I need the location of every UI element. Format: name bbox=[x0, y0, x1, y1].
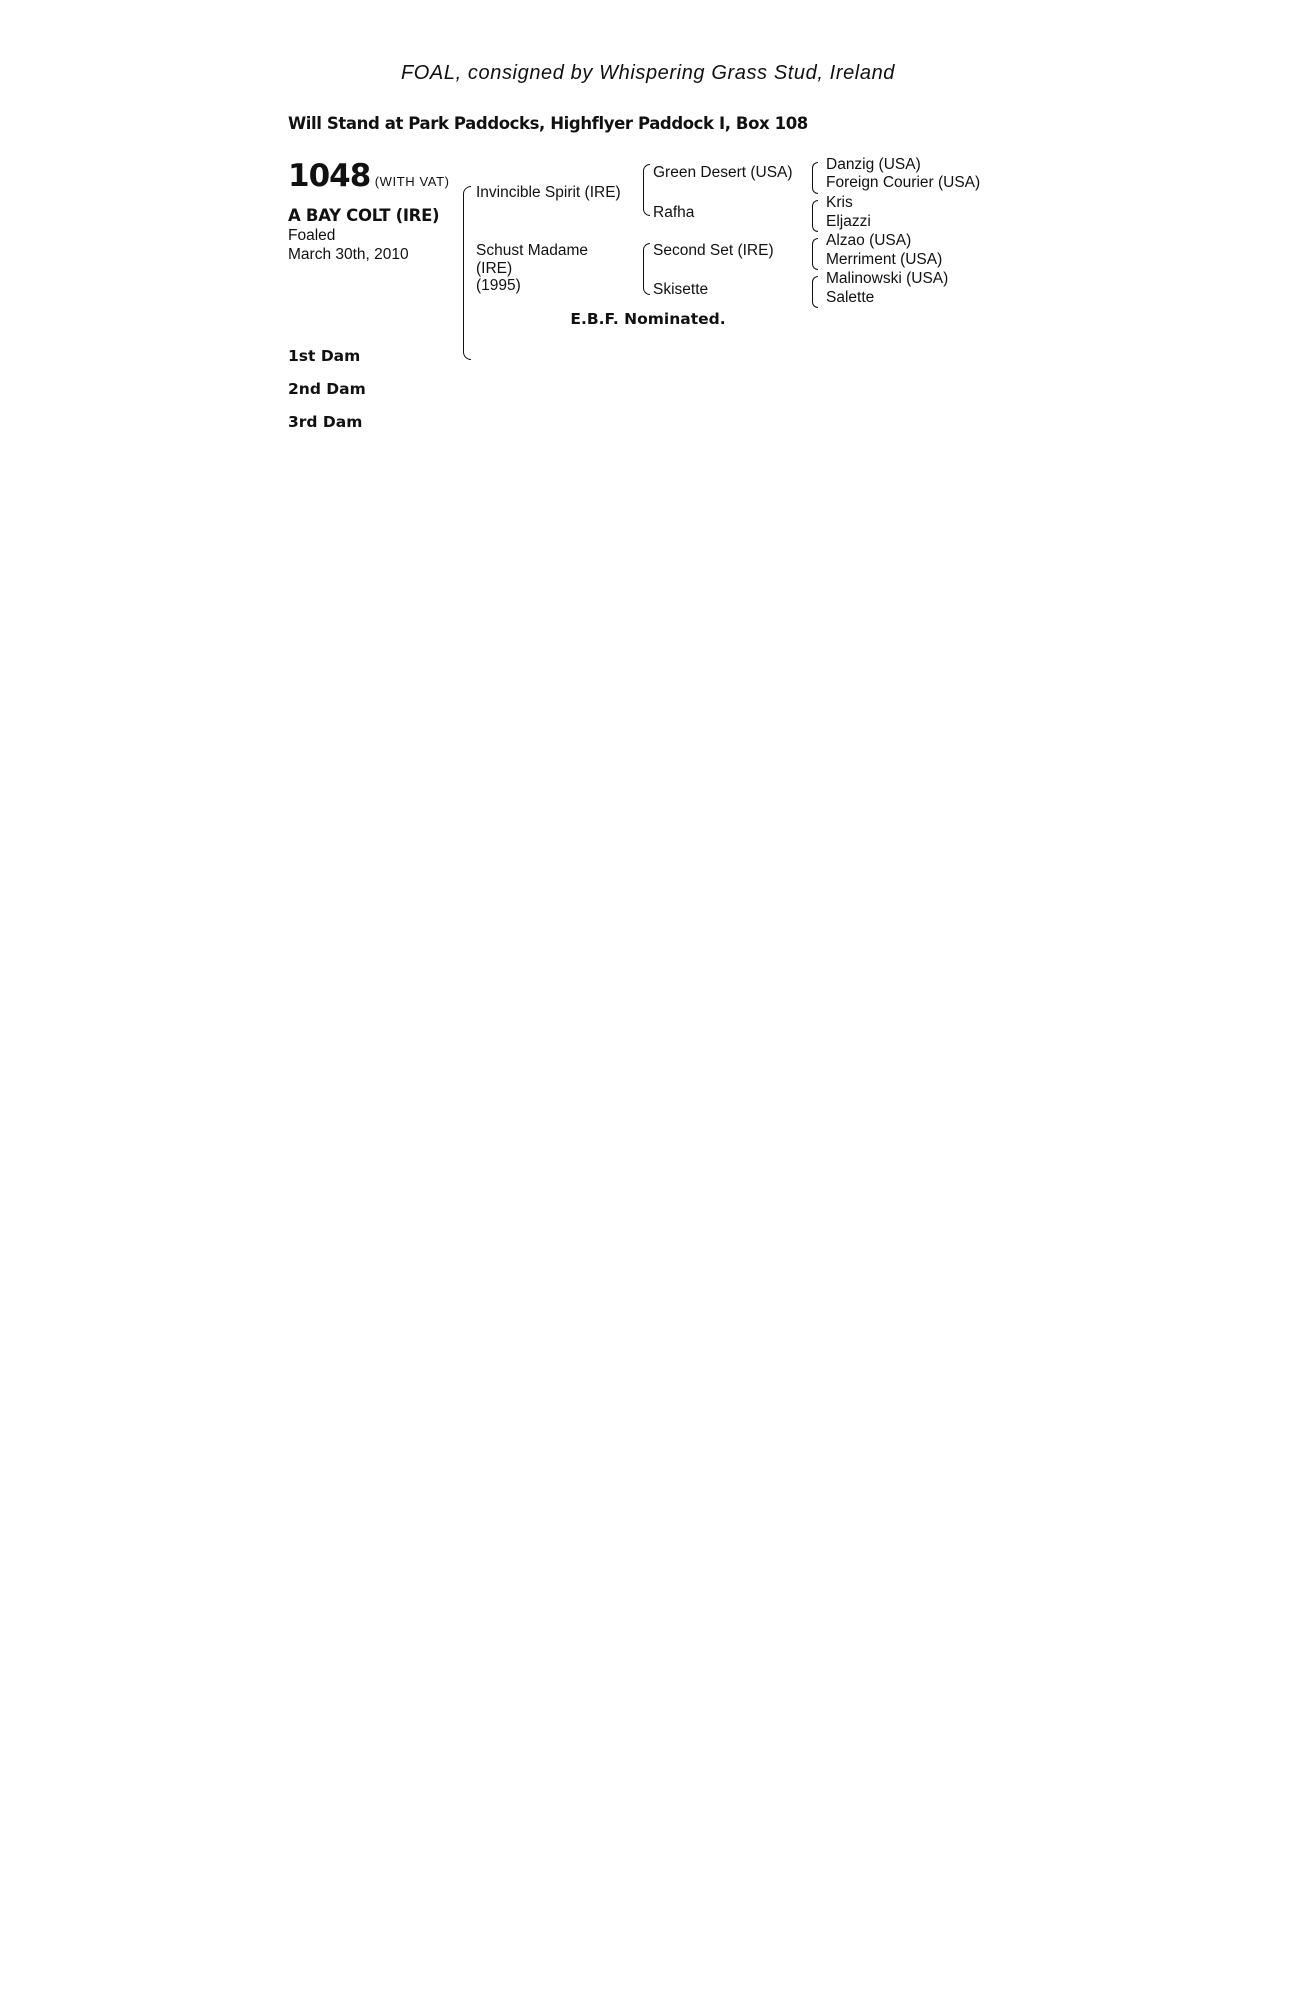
pedigree-brace-ss bbox=[812, 162, 818, 194]
foaled-label: Foaled bbox=[288, 227, 336, 244]
lot-number-block bbox=[288, 158, 450, 194]
pedigree-dds: Malinowski (USA) bbox=[826, 270, 949, 287]
consignment-line: FOAL, consigned by Whispering Grass Stud, Ireland bbox=[400, 62, 896, 84]
pedigree-sss: Danzig (USA) bbox=[826, 156, 921, 173]
pedigree-dam-origin: (IRE) bbox=[476, 259, 513, 277]
first-dam-heading: 1st Dam bbox=[288, 347, 361, 365]
lot-number: 1048 bbox=[288, 158, 371, 194]
pedigree-dsd: Merriment (USA) bbox=[826, 251, 943, 268]
pedigree-brace-dd bbox=[812, 276, 818, 308]
produce-record bbox=[288, 348, 1006, 431]
pedigree-dam-year: (1995) bbox=[476, 277, 521, 294]
pedigree-dam-dam: Skisette bbox=[653, 281, 709, 298]
pedigree-sire: Invincible Spirit (IRE) bbox=[476, 184, 621, 201]
pedigree-brace-main bbox=[463, 186, 471, 360]
ebf-nomination: E.B.F. Nominated. bbox=[570, 310, 726, 328]
pedigree-ssd: Foreign Courier (USA) bbox=[826, 174, 981, 191]
pedigree-dam-sire: Second Set (IRE) bbox=[653, 242, 774, 259]
pedigree-sdd: Eljazzi bbox=[826, 213, 871, 230]
foaled-date: March 30th, 2010 bbox=[288, 246, 409, 263]
pedigree-brace-dam bbox=[643, 243, 650, 295]
second-dam-heading: 2nd Dam bbox=[288, 380, 366, 398]
third-dam-heading: 3rd Dam bbox=[288, 413, 363, 431]
pedigree-dam-name: Schust Madame bbox=[476, 242, 588, 259]
stand-location: Will Stand at Park Paddocks, Highflyer Paddock I, Box 108 bbox=[288, 114, 808, 133]
foaled-info bbox=[288, 226, 409, 264]
pedigree-dss: Alzao (USA) bbox=[826, 232, 912, 249]
pedigree-brace-ds bbox=[812, 238, 818, 270]
pedigree-sds: Kris bbox=[826, 194, 853, 211]
vat-note: (WITH VAT) bbox=[374, 174, 450, 189]
horse-name: A BAY COLT (IRE) bbox=[288, 206, 440, 225]
pedigree-sire-sire: Green Desert (USA) bbox=[653, 164, 793, 181]
pedigree-ddd: Salette bbox=[826, 289, 875, 306]
pedigree-sire-dam: Rafha bbox=[653, 204, 695, 221]
pedigree-brace-sd bbox=[812, 200, 818, 232]
pedigree-dam bbox=[476, 242, 588, 295]
pedigree-brace-sire bbox=[643, 164, 650, 216]
